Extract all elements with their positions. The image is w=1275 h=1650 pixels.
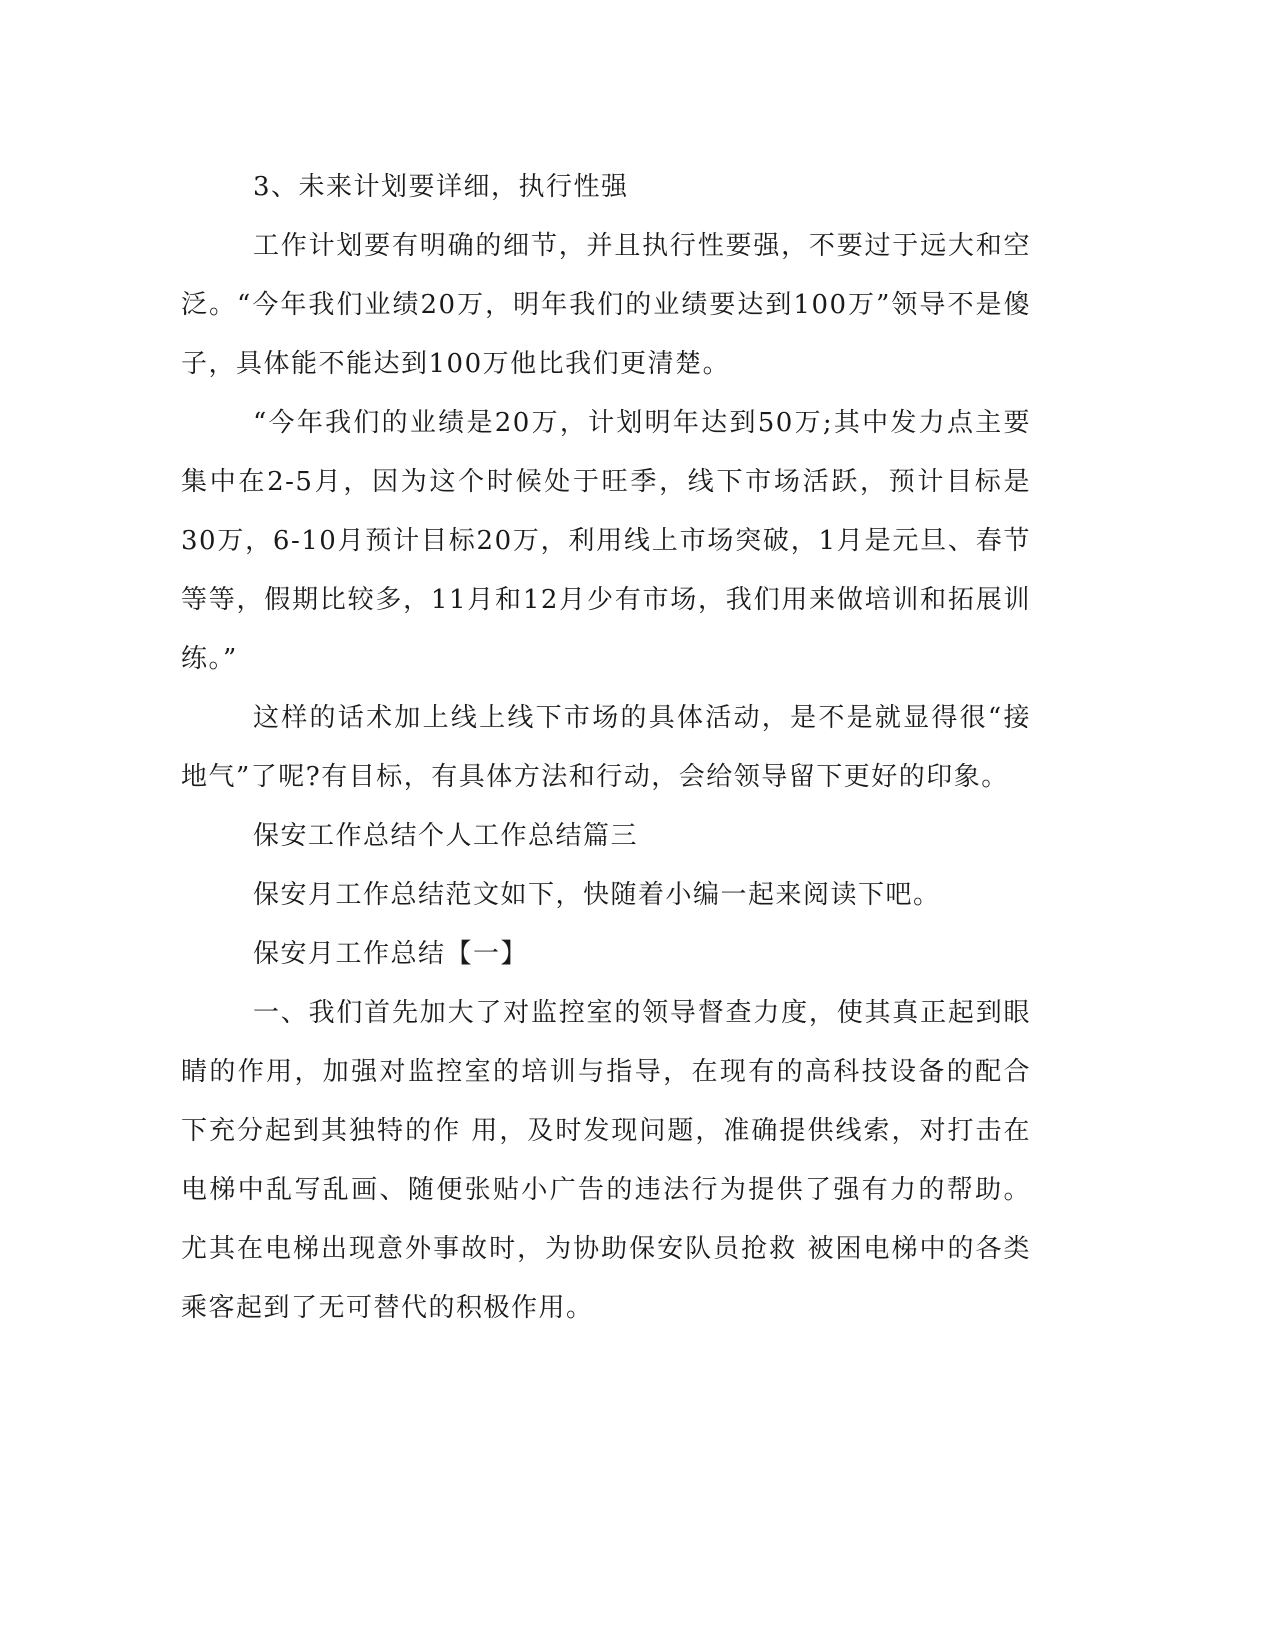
paragraph-monitoring-room: 一、我们首先加大了对监控室的领导督查力度，使其真正起到眼睛的作用，加强对监控室的培训与指导，在现有的高科技设备的配合下充分起到其独特的作 用，及时发现问题，准确提供线索，对打击在电梯中乱写乱画、随便张贴小广告的违法行为提供了强有力的帮助。尤其在电梯出现意外事故时，为协助保安队员抢救 被困电梯中的各类乘客起到了无可替代的积极作用。 bbox=[181, 998, 1031, 1323]
paragraph-impression: 这样的话术加上线上线下市场的具体活动，是不是就显得很“接地气”了呢?有目标，有具体方法和行动，会给领导留下更好的印象。 bbox=[181, 703, 1031, 792]
paragraph-plan-details: 工作计划要有明确的细节，并且执行性要强，不要过于远大和空泛。“今年我们业绩20万，明年我们的业绩要达到100万”领导不是傻子，具体能不能达到100万他比我们更清楚。 bbox=[181, 231, 1031, 379]
paragraph-intro: 保安月工作总结范文如下，快随着小编一起来阅读下吧。 bbox=[253, 880, 941, 910]
subsection-title-monthly-summary: 保安月工作总结【一】 bbox=[253, 939, 529, 969]
section-heading-future-plan: 3、未来计划要详细，执行性强 bbox=[253, 172, 629, 202]
document-body bbox=[181, 158, 1031, 1338]
section-title-security-summary: 保安工作总结个人工作总结篇三 bbox=[253, 821, 639, 851]
paragraph-example-quote: “今年我们的业绩是20万，计划明年达到50万;其中发力点主要集中在2-5月，因为这个时候处于旺季，线下市场活跃，预计目标是30万，6-10月预计目标20万，利用线上市场突破，1月是元旦、春节等等，假期比较多，11月和12月少有市场，我们用来做培训和拓展训练。” bbox=[181, 408, 1031, 674]
